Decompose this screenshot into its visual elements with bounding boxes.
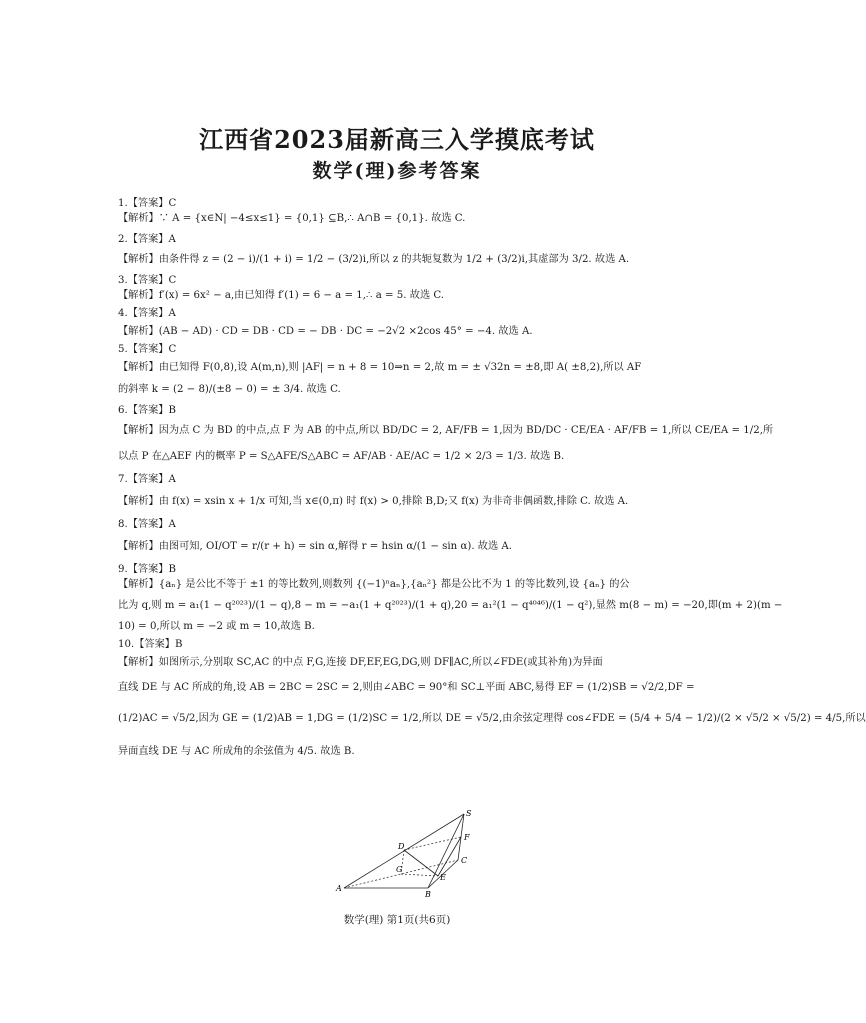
label-D: D	[398, 842, 405, 851]
answer-label: 1.【答案】C	[118, 198, 177, 209]
question-8	[118, 517, 678, 554]
question-3	[118, 273, 678, 303]
explanation-line: 的斜率 k = (2 − 8)/(±8 − 0) = ± 3/4. 故选 C.	[118, 384, 341, 395]
label-F: F	[464, 833, 470, 842]
question-2	[118, 232, 678, 267]
explanation-line: 异面直线 DE 与 AC 所成角的余弦值为 4/5. 故选 B.	[118, 746, 355, 757]
explanation-line: 10) = 0,所以 m = −2 或 m = 10,故选 B.	[118, 621, 315, 632]
page-title: 江西省2023届新高三入学摸底考试	[199, 125, 595, 154]
explanation-line: 【解析】因为点 C 为 BD 的中点,点 F 为 AB 的中点,所以 BD/DC = 2, AF/FB = 1,因为 BD/DC · CE/EA · AF/FB = 1,所以 CE/EA = 1/2,所	[118, 425, 774, 436]
explanation-line: 【解析】{aₙ} 是公比不等于 ±1 的等比数列,则数列 {(−1)ⁿaₙ},{aₙ²} 都是公比不为 1 的等比数列,设 {aₙ} 的公	[118, 579, 630, 590]
explanation-line: 以点 P 在△AEF 内的概率 P = S△AFE/S△ABC = AF/AB · AE/AC = 1/2 × 2/3 = 1/3. 故选 B.	[118, 451, 565, 462]
label-A: A	[336, 884, 342, 893]
explanation-line: 【解析】由 f(x) = xsin x + 1/x 可知,当 x∈(0,π) 时 f(x) > 0,排除 B,D;又 f(x) 为非奇非偶函数,排除 C. 故选 A.	[118, 496, 629, 507]
answers-content	[118, 196, 866, 762]
label-S: S	[466, 809, 472, 818]
explanation-line: 【解析】由已知得 F(0,8),设 A(m,n),则 |AF| = n + 8 = 10⇒n = 2,故 m = ± √32n = ±8,即 A( ±8,2),所以 AF	[118, 362, 642, 373]
geometry-figure	[332, 808, 490, 898]
explanation-line: 【解析】(AB − AD) · CD = DB · CD = − DB · DC = −2√2 ×2cos 45° = −4. 故选 A.	[118, 326, 533, 337]
explanation-line: 直线 DE 与 AC 所成的角,设 AB = 2BC = 2SC = 2,则由∠ABC = 90°和 SC⊥平面 ABC,易得 EF = (1/2)SB = √2/2,DF =	[118, 682, 695, 693]
explanation-line: 【解析】∵ A = {x∈N| −4≤x≤1} = {0,1} ⊆B,∴ A∩B = {0,1}. 故选 C.	[118, 213, 466, 224]
explanation-line: 比为 q,则 m = a₁(1 − q²⁰²³)/(1 − q),8 − m = −a₁(1 + q²⁰²³)/(1 + q),20 = a₁²(1 − q⁴⁰⁴⁶)/(1 − q²),显然 m(8 − m) = −20,即(m + 2)(m −	[118, 600, 783, 611]
label-G: G	[396, 865, 403, 874]
segment-EF	[438, 837, 461, 876]
label-C: C	[461, 856, 468, 865]
question-1	[118, 196, 678, 226]
explanation-line: 【解析】f′(x) = 6x² − a,由已知得 f′(1) = 6 − a = 1,∴ a = 5. 故选 C.	[118, 290, 445, 301]
explanation-line: 【解析】如图所示,分别取 SC,AC 的中点 F,G,连接 DF,EF,EG,DG,则 DF∥AC,所以∠FDE(或其补角)为异面	[118, 657, 603, 668]
answer-label: 2.【答案】A	[118, 234, 176, 245]
answer-label: 10.【答案】B	[118, 639, 183, 650]
question-4	[118, 306, 678, 339]
answer-label: 8.【答案】A	[118, 519, 176, 530]
question-9	[118, 562, 783, 634]
explanation-line: (1/2)AC = √5/2,因为 GE = (1/2)AB = 1,DG = (1/2)SC = 1/2,所以 DE = √5/2,由余弦定理得 cos∠FDE = (5/4 + 5/4 − 1/2)/(2 × √5/2 × √5/2) = 4/5,所以	[118, 713, 866, 724]
answer-label: 7.【答案】A	[118, 474, 176, 485]
segment-DE	[404, 850, 438, 876]
label-E: E	[440, 873, 446, 882]
page-subtitle: 数学(理)参考答案	[312, 160, 482, 182]
question-6	[118, 403, 774, 464]
answer-label: 4.【答案】A	[118, 308, 176, 319]
explanation-line: 【解析】由条件得 z = (2 − i)/(1 + i) = 1/2 − (3/2)i,所以 z 的共轭复数为 1/2 + (3/2)i,其虚部为 3/2. 故选 A.	[118, 254, 630, 265]
segment-DF	[404, 837, 461, 850]
answer-label: 5.【答案】C	[118, 344, 177, 355]
question-5	[118, 342, 678, 397]
explanation-line: 【解析】由图可知, OI/OT = r/(r + h) = sin α,解得 r = hsin α/(1 − sin α). 故选 A.	[118, 541, 513, 552]
answer-label: 9.【答案】B	[118, 564, 176, 575]
question-7	[118, 472, 678, 509]
segment-GE	[401, 874, 438, 876]
page-footer: 数学(理) 第1页(共6页)	[343, 914, 451, 926]
answer-label: 3.【答案】C	[118, 275, 177, 286]
question-10	[118, 637, 866, 759]
answer-label: 6.【答案】B	[118, 405, 176, 416]
label-B: B	[425, 890, 431, 899]
